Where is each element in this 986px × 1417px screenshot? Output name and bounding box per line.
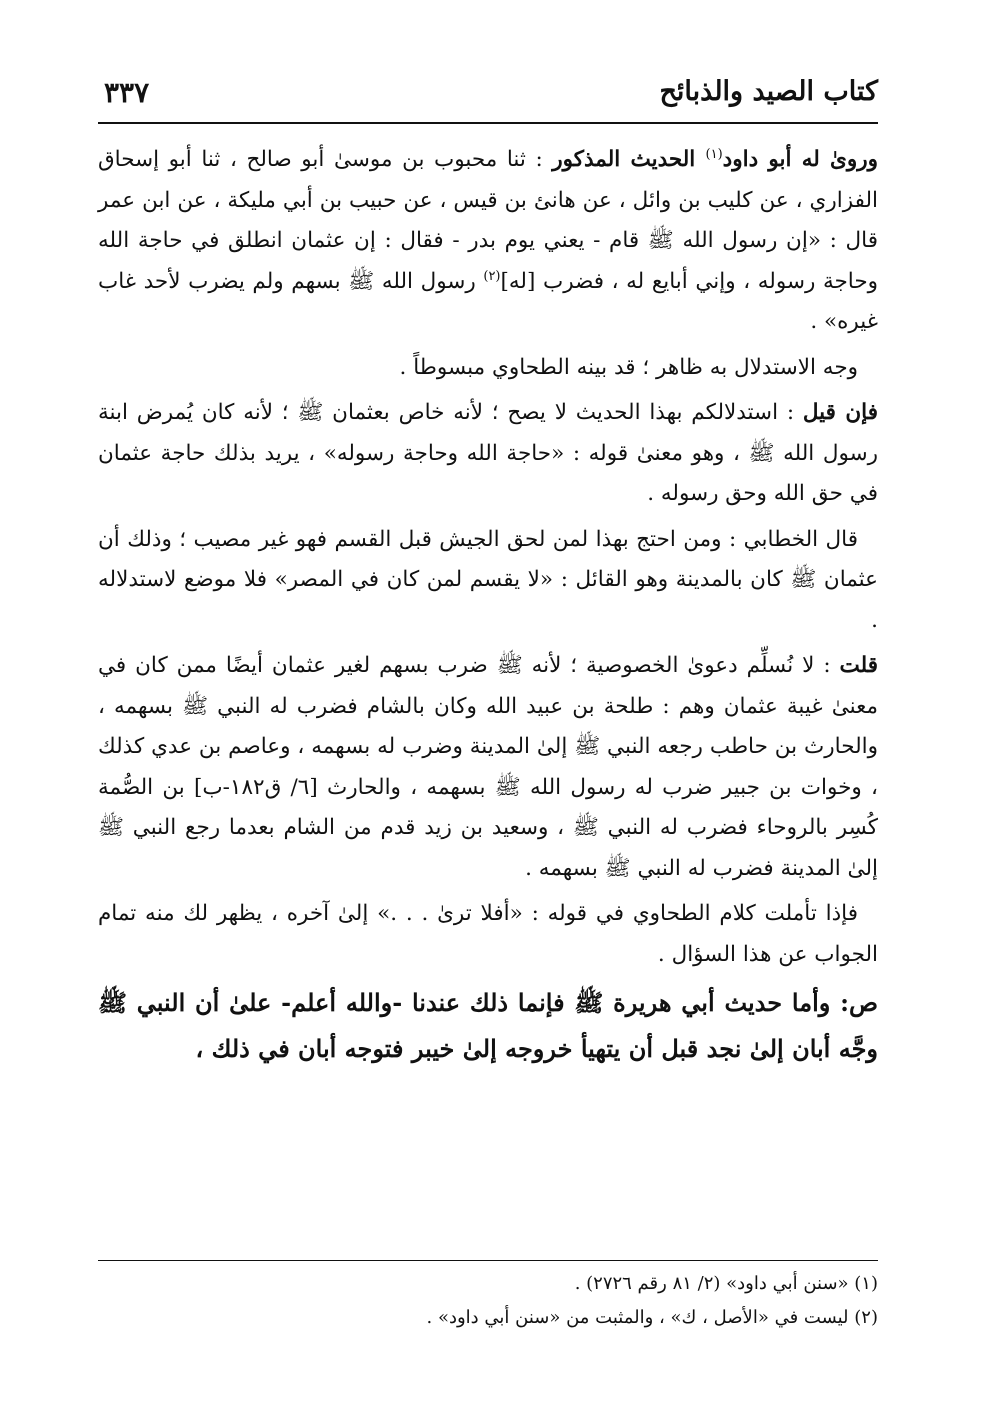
paragraph <box>98 646 878 889</box>
paragraph <box>98 894 878 975</box>
footnote: (٢) ليست في «الأصل ، ك» ، والمثبت من «سنن أبي داود» . <box>426 1307 878 1328</box>
paragraph-lead: وروىٰ له أبو داود <box>722 147 879 172</box>
paragraph-text: : ثنا محبوب بن موسىٰ أبو صالح ، ثنا أبو إسحاق الفزاري ، عن كليب بن وائل ، عن هانئ بن قيس ، عن حبيب بن أبي مليكة ، عن ابن عمر قال : «إن رسول الله ﷺ قام - يعني يوم بدر - فقال : إن عثمان انطلق في حاجة الله وحاجة رسوله ، وإني أبايع له ، فضرب [له] <box>98 147 879 294</box>
matn-paragraph <box>98 980 878 1072</box>
paragraph <box>98 520 878 642</box>
paragraph-text: رسول الله ﷺ بسهم ولم يضرب لأحد غاب غيره» . <box>98 268 878 334</box>
footnotes <box>98 1260 878 1335</box>
running-header <box>98 70 878 124</box>
paragraph-lead: الحديث المذكور <box>552 147 706 172</box>
paragraph <box>98 348 878 389</box>
paragraph-text: ص: وأما حديث أبي هريرة ﷺ فإنما ذلك عندنا -والله أعلم- علىٰ أن النبي ﷺ وجَّه أبان إلىٰ نجد قبل أن يتهيأ خروجه إلىٰ خيبر فتوجه أبان في ذلك ، <box>98 988 878 1063</box>
footnote-ref: (٢) <box>483 268 501 284</box>
paragraph-lead: فإن قيل <box>802 400 878 425</box>
book-page <box>98 70 878 1370</box>
footnote: (١) «سنن أبي داود» (٢/ ٨١ رقم ٢٧٢٦) . <box>574 1273 878 1294</box>
chapter-title: كتاب الصيد والذبائح <box>659 76 878 107</box>
main-text <box>98 140 878 1072</box>
paragraph <box>98 393 878 515</box>
footnote-ref: (١) <box>705 146 723 162</box>
page-number: ٣٣٧ <box>104 76 150 109</box>
paragraph-text: قال الخطابي : ومن احتج بهذا لمن لحق الجيش قبل القسم فهو غير مصيب ؛ وذلك أن عثمان ﷺ كان بالمدينة وهو القائل : «لا يقسم لمن كان في المصر» فلا موضع لاستدلاله . <box>98 526 878 633</box>
paragraph-text: فإذا تأملت كلام الطحاوي في قوله : «أفلا ترىٰ . . .» إلىٰ آخره ، يظهر لك منه تمام الجواب عن هذا السؤال . <box>98 901 878 967</box>
paragraph-text: : استدلالكم بهذا الحديث لا يصح ؛ لأنه خاص بعثمان ﷺ ؛ لأنه كان يُمرض ابنة رسول الله ﷺ ، وهو معنىٰ قوله : «حاجة الله وحاجة رسوله» ، يريد بذلك حاجة عثمان في حق الله وحق رسوله . <box>98 400 878 506</box>
paragraph-text: : لا نُسلِّم دعوىٰ الخصوصية ؛ لأنه ﷺ ضرب بسهم لغير عثمان أيضًا ممن كان في معنىٰ غيبة عثمان وهم : طلحة بن عبيد الله وكان بالشام فضرب له النبي ﷺ بسهمه ، والحارث بن حاطب رجعه النبي ﷺ إلىٰ المدينة وضرب له بسهمه ، وعاصم بن عدي كذلك ، وخوات بن جبير ضرب له رسول الله ﷺ بسهمه ، والحارث [٦/ ق١٨٢-ب] بن الصُّمة كُسِر بالروحاء فضرب له النبي ﷺ ، وسعيد بن زيد قدم من الشام بعدما رجع النبي ﷺ إلىٰ المدينة فضرب له النبي ﷺ بسهمه . <box>98 653 878 881</box>
paragraph <box>98 140 878 343</box>
paragraph-text: وجه الاستدلال به ظاهر ؛ قد بينه الطحاوي مبسوطاً . <box>399 354 858 380</box>
paragraph-lead: قلت <box>839 653 878 678</box>
